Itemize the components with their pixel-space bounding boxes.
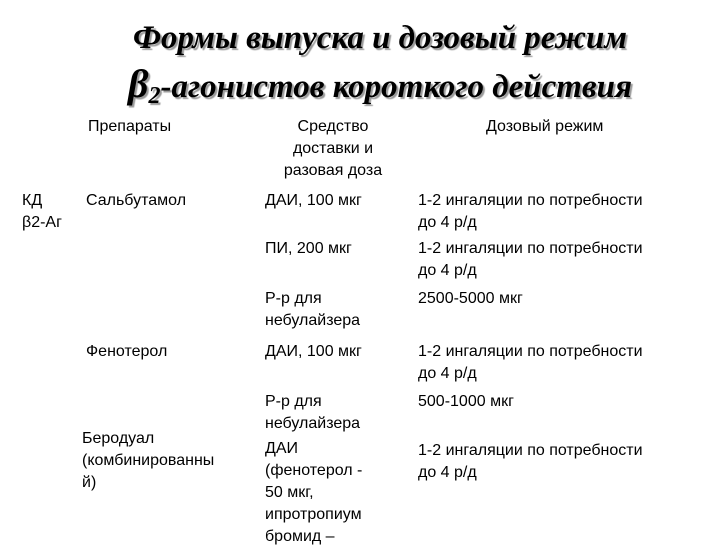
dose-line: 1-2 ингаляции по потребности xyxy=(418,192,643,209)
dose-cell xyxy=(418,391,514,413)
route-line: небулайзера xyxy=(265,312,361,329)
dose-cell xyxy=(418,341,643,385)
route-line: ДАИ, 100 мкг xyxy=(265,343,362,360)
route-line: (фенотерол - xyxy=(265,462,363,479)
route-line: ПИ, 200 мкг xyxy=(265,240,352,257)
dose-line: 500-1000 мкг xyxy=(418,393,514,410)
title-line-2 xyxy=(80,63,680,117)
drug-fenoterol: Фенотерол xyxy=(86,343,168,360)
title-line-1: Формы выпуска и дозовый режим xyxy=(132,20,628,56)
beta-symbol: β xyxy=(127,61,149,106)
route-line: Р-р для xyxy=(265,290,322,307)
header-drugs: Препараты xyxy=(88,118,172,135)
route-cell xyxy=(265,190,362,212)
header-delivery-line: Средство xyxy=(297,118,369,135)
dose-line: до 4 р/д xyxy=(418,464,477,481)
header-dosing: Дозовый режим xyxy=(486,118,604,135)
dose-line: до 4 р/д xyxy=(418,262,477,279)
dose-line: 1-2 ингаляции по потребности xyxy=(418,240,643,257)
group-label-line: КД xyxy=(22,192,43,209)
drug-salbutamol: Сальбутамол xyxy=(86,192,187,209)
route-line: бромид – xyxy=(265,528,335,545)
group-label xyxy=(22,190,62,234)
drug-berodual-line: й) xyxy=(82,474,97,491)
route-line: ипротропиум xyxy=(265,506,362,523)
route-cell xyxy=(265,391,360,435)
dose-line: 2500-5000 мкг xyxy=(418,290,523,307)
route-line: 50 мкг, xyxy=(265,484,314,501)
group-label-line: β2-Аг xyxy=(22,214,62,231)
title-line-2-text: -агонистов короткого действия xyxy=(160,69,633,105)
route-cell xyxy=(265,438,362,548)
drug-berodual xyxy=(82,428,214,494)
dose-line: до 4 р/д xyxy=(418,365,477,382)
dose-cell xyxy=(418,238,643,282)
dose-line: 1-2 ингаляции по потребности xyxy=(418,343,643,360)
dose-cell xyxy=(418,440,643,484)
dose-line: до 4 р/д xyxy=(418,214,477,231)
route-line: Р-р для xyxy=(265,393,322,410)
drug-berodual-line: Беродуал xyxy=(82,430,155,447)
route-cell xyxy=(265,341,362,363)
header-delivery-line: разовая доза xyxy=(283,162,383,179)
route-line: ДАИ, 100 мкг xyxy=(265,192,362,209)
header-delivery-line: доставки и xyxy=(292,140,374,157)
route-line: небулайзера xyxy=(265,415,361,432)
dose-line: 1-2 ингаляции по потребности xyxy=(418,442,643,459)
dose-cell xyxy=(418,190,643,234)
route-cell xyxy=(265,288,360,332)
header-delivery xyxy=(258,116,408,182)
route-cell xyxy=(265,238,352,260)
beta-subscript: 2 xyxy=(148,83,161,109)
route-line: ДАИ xyxy=(265,440,299,457)
drug-berodual-line: (комбинированны xyxy=(82,452,215,469)
dose-cell xyxy=(418,288,523,310)
